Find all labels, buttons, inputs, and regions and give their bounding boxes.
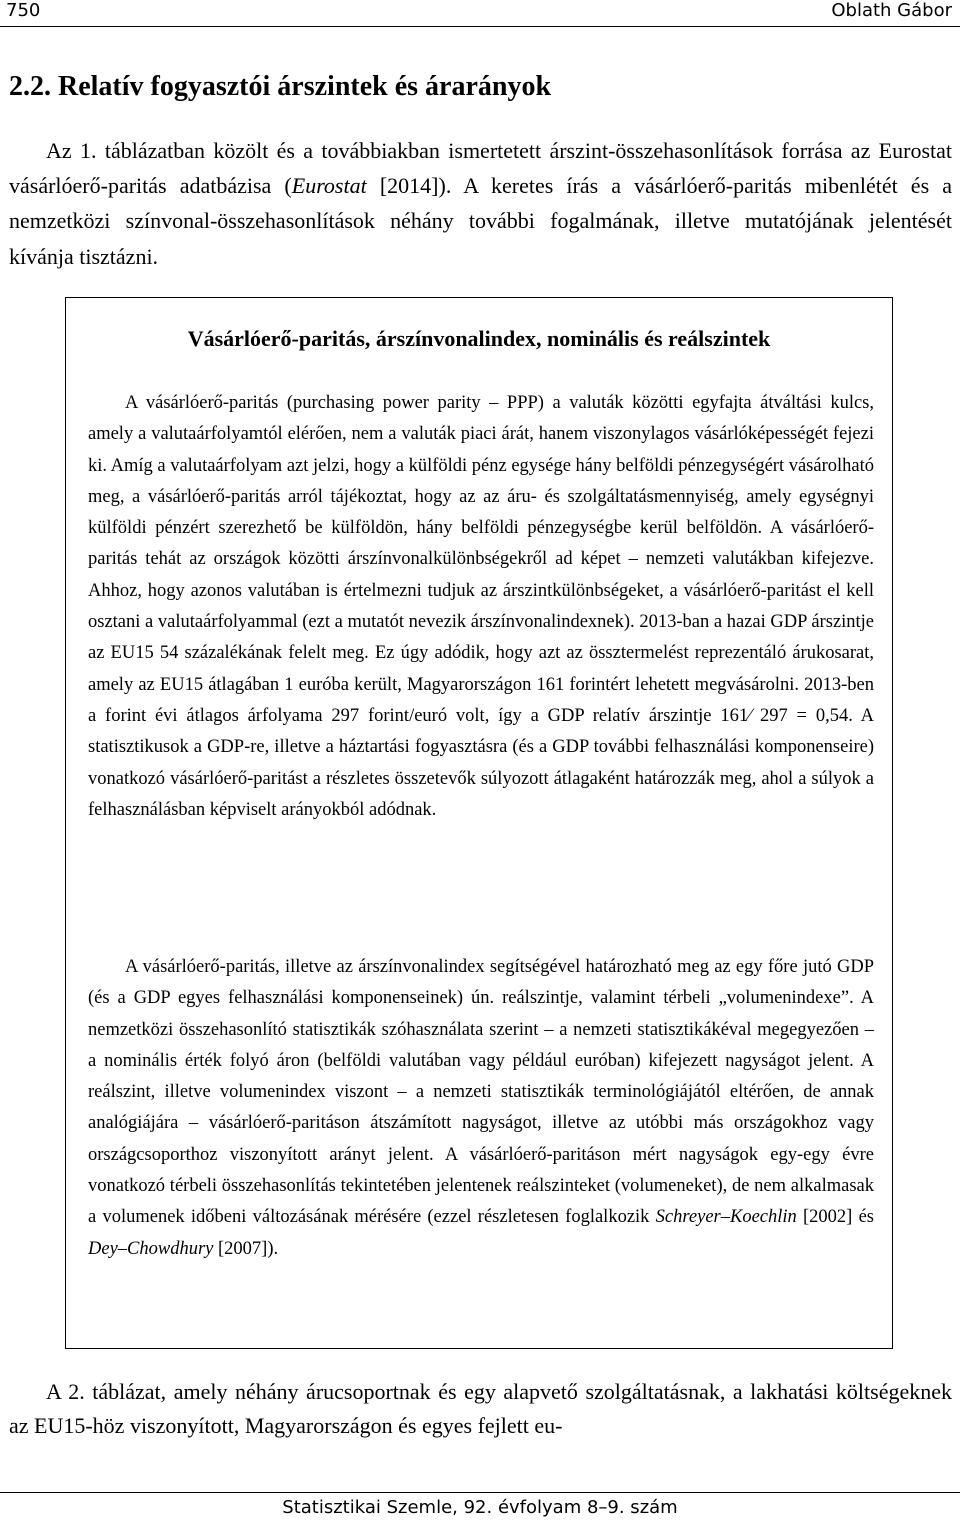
box-paragraph-2 bbox=[88, 952, 874, 1265]
box-p1-text: A vásárlóerő-paritás (purchasing power parity – PPP) a valuták közötti egyfajta átváltási kulcs, amely a valutaárfolyamtól elérően, nem a valuták piaci árát, hanem viszonylagos vásárlóképességét fejezi ki. Amíg a valutaárfolyam azt jelzi, hogy a külföldi pénz egysége hány belföldi pénzegységért vásárolható meg, a vásárlóerő-paritás arról tájékoztat, hogy az az áru- és szolgáltatásmennyiség, amely egységnyi külföldi pénzért szerezhető be külföldön, hány belföldi pénzegységbe kerül belföldön. A vásárlóerő-paritás tehát az országok közötti árszínvonalkülönbségekről ad képet – nemzeti valutákban kifejezve. Ahhoz, hogy azonos valutában is értelmezni tudjuk az árszintkülönbségeket, a vásárlóerő-paritást el kell osztani a valutaárfolyammal (ezt a mutatót nevezik árszínvonalindexnek). 2013-ban a hazai GDP árszintje az EU15 54 százalékának felelt meg. Ez úgy adódik, hogy azt az össztermelést reprezentáló árukosarat, amely az EU15 átlagában 1 euróba került, Magyarországon 161 forintért lehetett megvásárolni. 2013-ben a forint évi átlagos árfolyama 297 forint/euró volt, így a GDP relatív árszintje bbox=[88, 393, 874, 726]
running-head bbox=[6, 0, 952, 24]
page-number: 750 bbox=[6, 0, 41, 21]
box-p1-text-after: . A statisztikusok a GDP-re, illetve a háztartási fogyasztásra (és a GDP további felhasználási komponenseire) vonatkozó vásárlóerő-paritást a részletes összetevők súlyozott átlagaként határozzák meg, ahol a súlyok a felhasználásban képviselt arányokból adódnak. bbox=[88, 705, 874, 820]
box-paragraph-1 bbox=[88, 388, 874, 826]
intro-paragraph bbox=[9, 133, 952, 274]
intro-citation: Eurostat bbox=[291, 173, 367, 199]
citation-year-2007: [2007]). bbox=[213, 1238, 279, 1259]
running-head-author: Oblath Gábor bbox=[831, 0, 952, 21]
box-p2-text: A vásárlóerő-paritás, illetve az árszínvonalindex segítségével határozható meg az egy főre jutó GDP (és a GDP egyes felhasználási komponenseinek) ún. reálszintje, valamint térbeli „volumenindexe”. A nemzetközi összehasonlító statisztikák szóhasználata szerint – a nemzeti statisztikákéval megegyezően – a nominális érték folyó áron (belföldi valutában vagy például euróban) kifejezett nagyságot jelent. A reálszint, illetve volumenindex viszont – a nemzeti statisztikák terminológiájától eltérően, de annak analógiájára – vásárlóerő-paritáson átszámított nagyságot, illetve az utóbbi más országokhoz vagy országcsoporthoz viszonyított arányt jelent. A vásárlóerő-paritáson mért nagyságok egy-egy évre vonatkozó térbeli összehasonlítás tekintetében jelentenek reálszinteket (volumeneket), de nem alkalmasak a volumenek időbeni változásának mérésére (ezzel részletesen foglalkozik bbox=[88, 957, 874, 1228]
intro-text: Az 1. táblázatban közölt és a továbbiakban ismertetett árszint-összehasonlítások forrása az Eurostat vásárlóerő-paritás adatbázisa ( bbox=[9, 138, 952, 199]
continuation-paragraph: A 2. táblázat, amely néhány árucsoportnak és egy alapvető szolgáltatásnak, a lakhatási költségeknek az EU15-höz viszonyított, Magyarországon és egyes fejlett eu- bbox=[9, 1379, 952, 1438]
header-rule bbox=[0, 26, 960, 27]
price-level-formula: 161⁄ 297 = 0,54 bbox=[720, 705, 849, 726]
journal-footer: Statisztikai Szemle, 92. évfolyam 8–9. szám bbox=[282, 1497, 678, 1518]
section-title: 2.2. Relatív fogyasztói árszintek és árarányok bbox=[9, 71, 552, 102]
intro-text-after: [2014]). A keretes írás a vásárlóerő-paritás mibenlétét és a nemzetközi színvonal-összehasonlítások néhány további fogalmának, illetve mutatójának jelentését kívánja tisztázni. bbox=[9, 173, 953, 269]
citation-schreyer-koechlin: Schreyer–Koechlin bbox=[655, 1207, 797, 1228]
citation-dey-chowdhury: Dey–Chowdhury bbox=[88, 1238, 214, 1259]
citation-year-2002: [2002] és bbox=[796, 1207, 874, 1228]
box-title: Vásárlóerő-paritás, árszínvonalindex, nominális és reálszintek bbox=[187, 326, 771, 351]
footer-rule bbox=[0, 1492, 960, 1493]
